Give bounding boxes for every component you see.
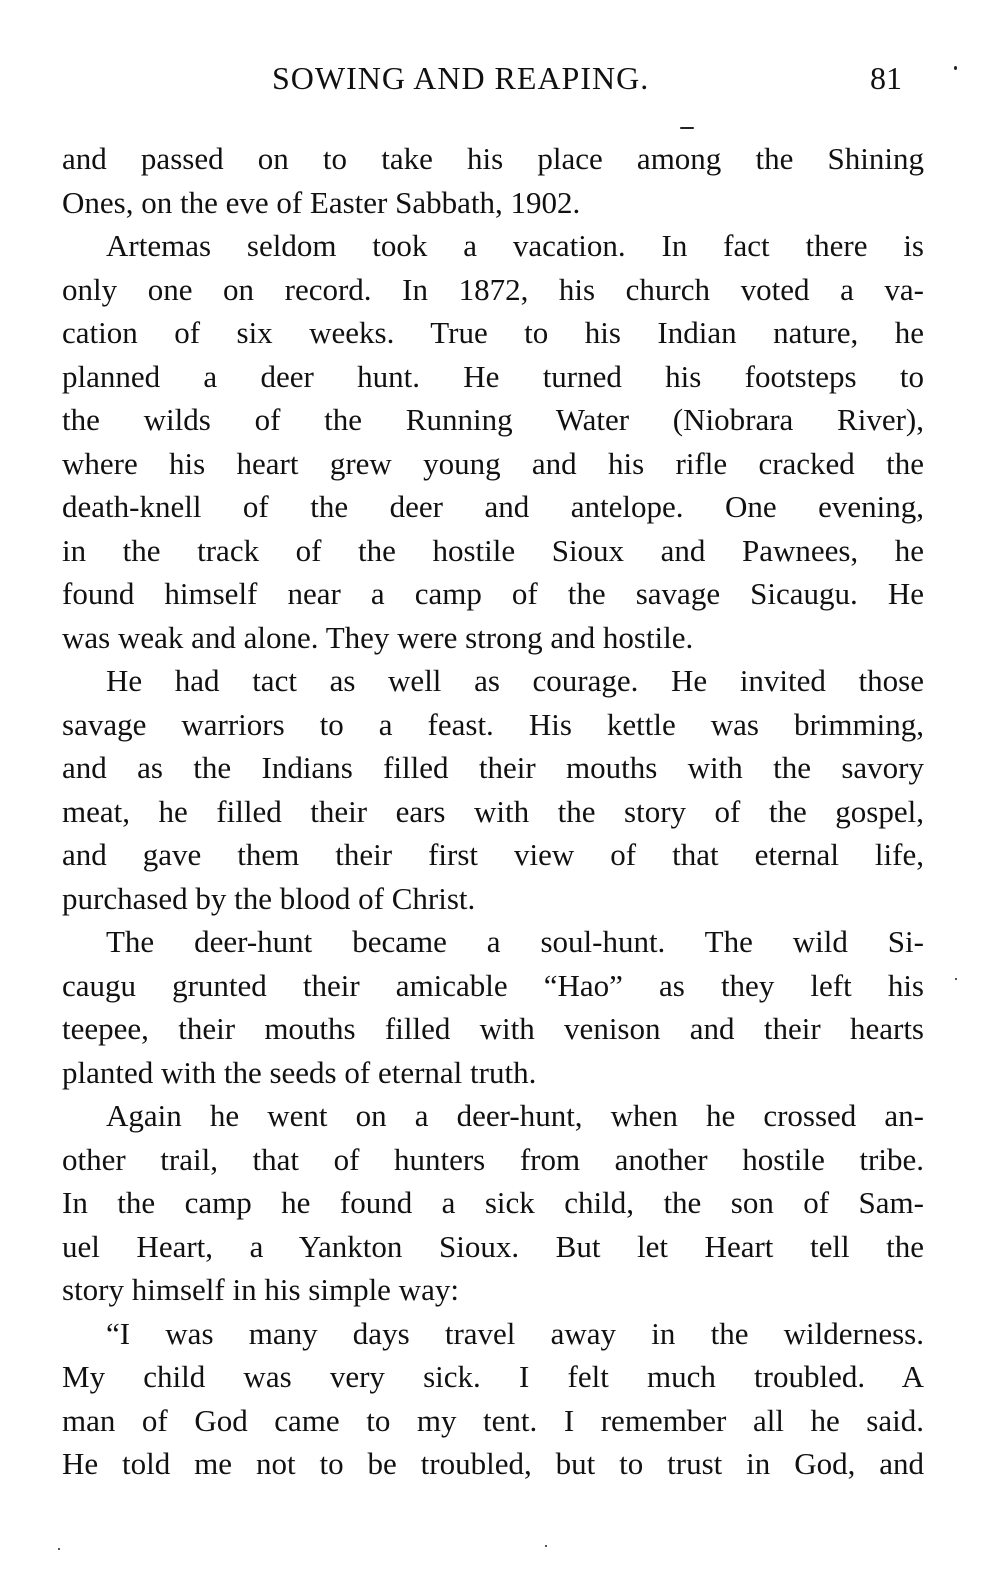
- text-line: He told me not to be troubled, but to trust in God, and: [62, 1446, 924, 1481]
- text-line: Again he went on a deer-hunt, when he crossed an-: [106, 1098, 924, 1133]
- text-line: savage warriors to a feast. His kettle was brimming,: [62, 706, 924, 742]
- text-line: the wilds of the Running Water (Niobrara River),: [62, 402, 924, 437]
- text-line: cation of six weeks. True to his Indian nature, he: [62, 315, 924, 350]
- text-line: man of God came to my tent. I remember all he said.: [62, 1402, 924, 1438]
- scan-speck: [545, 1545, 547, 1547]
- scan-speck: [680, 127, 694, 129]
- text-line: was weak and alone. They were strong and hostile.: [62, 619, 694, 655]
- text-line: The deer-hunt became a soul-hunt. The wild Si-: [106, 924, 924, 959]
- running-title: SOWING AND REAPING.: [272, 60, 650, 96]
- text-line: other trail, that of hunters from another hostile tribe.: [62, 1141, 924, 1177]
- text-line: in the track of the hostile Sioux and Pawnees, he: [62, 532, 924, 568]
- running-head: [0, 58, 1000, 102]
- text-line: uel Heart, a Yankton Sioux. But let Heart tell the: [62, 1228, 924, 1264]
- text-line: Ones, on the eve of Easter Sabbath, 1902.: [62, 184, 581, 220]
- text-line: death-knell of the deer and antelope. One evening,: [62, 489, 924, 524]
- page-number: 81: [870, 60, 902, 96]
- text-line: meat, he filled their ears with the story of the gospel,: [62, 793, 924, 829]
- text-line: caugu grunted their amicable “Hao” as they left his: [62, 967, 924, 1003]
- text-line: and passed on to take his place among the Shining: [62, 141, 924, 176]
- text-line: story himself in his simple way:: [62, 1272, 459, 1307]
- text-line: teepee, their mouths filled with venison and their hearts: [62, 1011, 924, 1046]
- text-line: found himself near a camp of the savage Sicaugu. He: [62, 576, 924, 611]
- text-line: and gave them their first view of that eternal life,: [62, 837, 924, 872]
- text-line: planned a deer hunt. He turned his footsteps to: [62, 358, 924, 394]
- text-line: where his heart grew young and his rifle cracked the: [62, 445, 924, 481]
- body-text: [62, 137, 924, 1486]
- scan-speck: [58, 1548, 60, 1550]
- text-line: “I was many days travel away in the wilderness.: [106, 1315, 924, 1351]
- text-line: only one on record. In 1872, his church voted a va-: [62, 271, 924, 307]
- text-line: My child was very sick. I felt much troubled. A: [62, 1359, 924, 1394]
- scan-speck: [954, 66, 957, 70]
- text-line: purchased by the blood of Christ.: [62, 880, 476, 916]
- text-line: He had tact as well as courage. He invited those: [106, 663, 924, 698]
- scan-speck: [955, 978, 957, 980]
- text-line: planted with the seeds of eternal truth.: [62, 1054, 537, 1090]
- text-line: and as the Indians filled their mouths with the savory: [62, 750, 924, 785]
- text-line: Artemas seldom took a vacation. In fact there is: [106, 228, 924, 263]
- text-line: In the camp he found a sick child, the son of Sam-: [62, 1185, 924, 1220]
